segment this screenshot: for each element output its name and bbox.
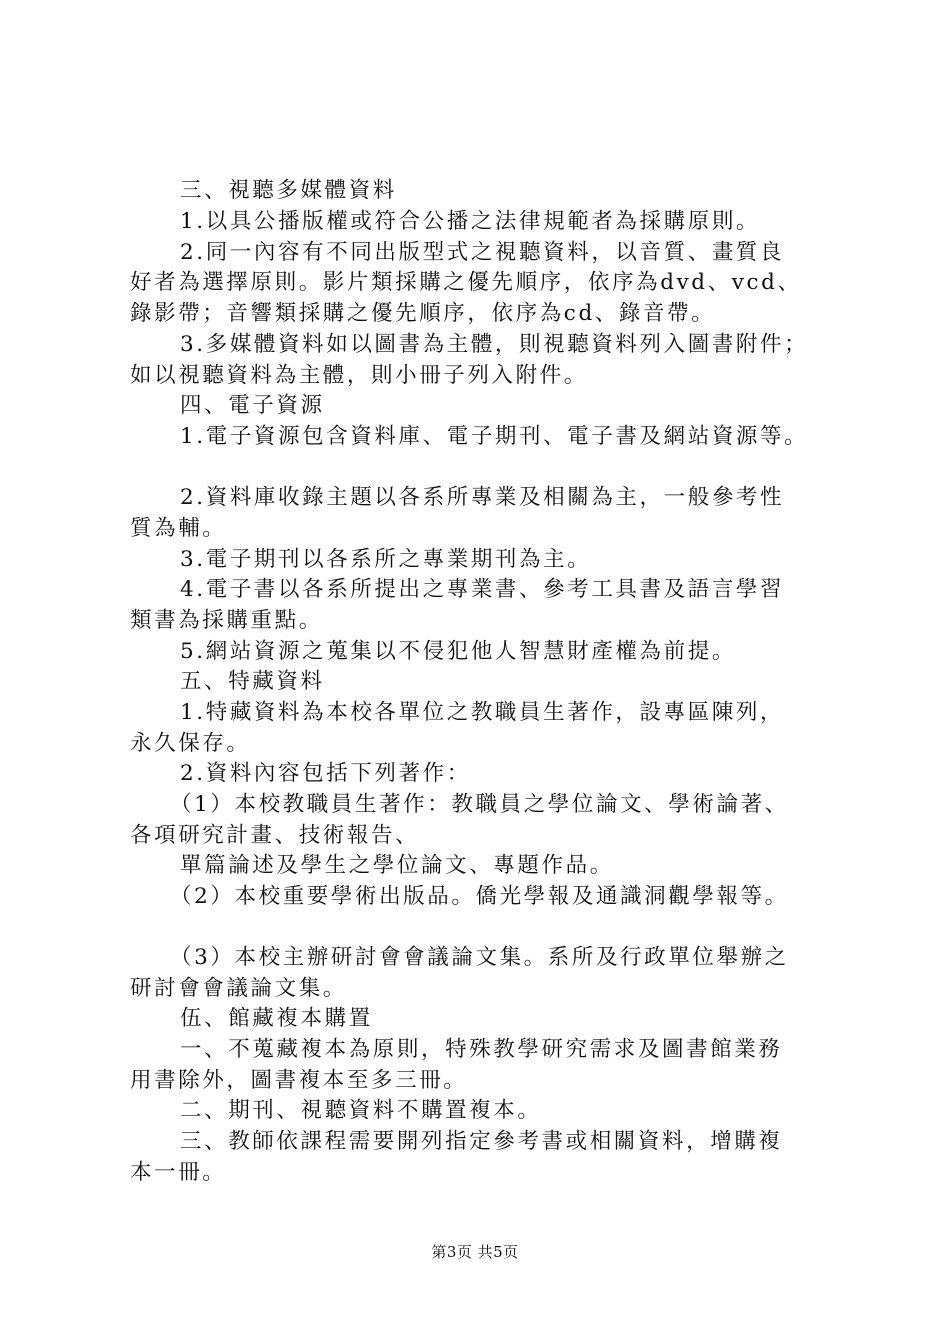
section-heading-copies: 伍、館藏複本購置 [180, 1006, 373, 1031]
paragraph-line: 4.電子書以各系所提出之專業書、參考工具書及語言學習 [180, 577, 785, 602]
paragraph-line: 類書為採購重點。 [130, 608, 323, 633]
paragraph-line: 3.電子期刊以各系所之專業期刊為主。 [180, 547, 592, 572]
paragraph-line: 本一冊。 [130, 1160, 227, 1185]
paragraph-line: （2）本校重要學術出版品。僑光學報及通識洞觀學報等。 [170, 884, 789, 909]
paragraph-line: 如以視聽資料為主體，則小冊子列入附件。 [130, 363, 588, 388]
paragraph-line: 好者為選擇原則。影片類採購之優先順序，依序為dvd、vcd、 [130, 270, 802, 295]
paragraph-line: 單篇論述及學生之學位論文、專題作品。 [180, 853, 614, 878]
paragraph-line: 錄影帶；音響類採購之優先順序，依序為cd、錄音帶。 [130, 301, 716, 326]
paragraph-line: 用書除外，圖書複本至多三冊。 [130, 1068, 468, 1093]
paragraph-line: 2.同一內容有不同出版型式之視聽資料，以音質、畫質良 [180, 240, 785, 265]
paragraph-line: （3）本校主辦研討會會議論文集。系所及行政單位舉辦之 [170, 945, 789, 970]
paragraph-line: 1.電子資源包含資料庫、電子期刊、電子書及網站資源等。 [180, 424, 809, 449]
paragraph-line: （1）本校教職員生著作：教職員之學位論文、學術論著、 [170, 792, 789, 817]
paragraph-line: 2.資料庫收錄主題以各系所專業及相關為主，一般參考性 [180, 485, 785, 510]
paragraph-line: 1.特藏資料為本校各單位之教職員生著作，設專區陳列， [180, 700, 785, 725]
paragraph-line: 二、期刊、視聽資料不購置複本。 [180, 1098, 542, 1123]
paragraph-line: 1.以具公播版權或符合公播之法律規範者為採購原則。 [180, 209, 761, 234]
paragraph-line: 質為輔。 [130, 516, 227, 541]
paragraph-line: 一、不蒐藏複本為原則，特殊教學研究需求及圖書館業務 [180, 1037, 783, 1062]
paragraph-line: 5.網站資源之蒐集以不侵犯他人智慧財產權為前提。 [180, 639, 736, 664]
section-heading-special-collections: 五、特藏資料 [180, 669, 325, 694]
section-heading-e-resources: 四、電子資源 [180, 393, 325, 418]
paragraph-line: 2.資料內容包括下列著作： [180, 761, 471, 786]
section-heading-av-multimedia: 三、視聽多媒體資料 [180, 178, 397, 203]
paragraph-line: 永久保存。 [130, 731, 251, 756]
paragraph-line: 3.多媒體資料如以圖書為主體，則視聽資料列入圖書附件； [180, 332, 809, 357]
paragraph-line: 研討會會議論文集。 [130, 976, 347, 1001]
paragraph-line: 三、教師依課程需要開列指定參考書或相關資料，增購複 [180, 1129, 783, 1154]
paragraph-line: 各項研究計畫、技術報告、 [130, 823, 420, 848]
page-number-footer: 第3页 共5页 [431, 1243, 519, 1261]
